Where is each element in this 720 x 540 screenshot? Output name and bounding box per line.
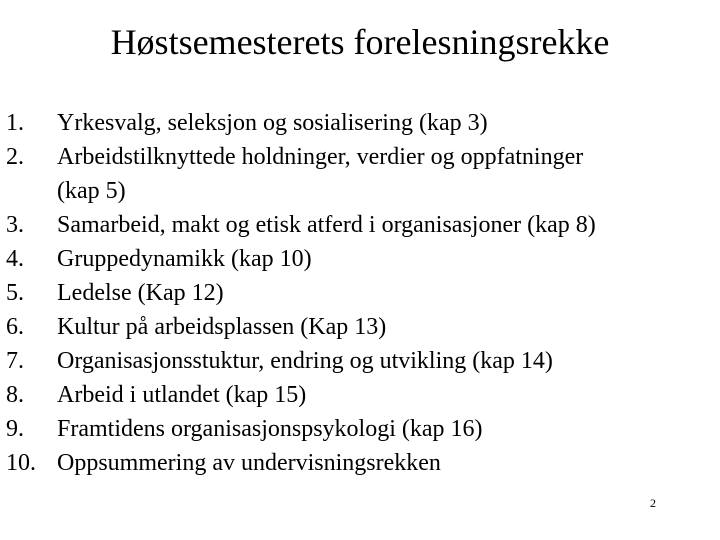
list-item-text [57, 208, 706, 242]
list-item-line: Organisasjonsstuktur, endring og utvikling (kap 14) [57, 348, 553, 374]
list-item [6, 242, 706, 276]
list-item-line: Framtidens organisasjonspsykologi (kap 16) [57, 416, 483, 442]
list-item-number: 1. [6, 110, 24, 136]
list-item [6, 344, 706, 378]
list-item-number: 7. [6, 348, 24, 374]
list-item-number: 2. [6, 144, 24, 170]
list-item-line: Arbeidstilknyttede holdninger, verdier og oppfatninger [57, 144, 584, 170]
list-item-line: Arbeid i utlandet (kap 15) [57, 382, 307, 408]
list-item [6, 276, 706, 310]
list-item-line: Yrkesvalg, seleksjon og sosialisering (kap 3) [57, 110, 488, 136]
list-item-number: 10. [6, 450, 36, 476]
list-item-text [57, 446, 706, 480]
list-item-number: 3. [6, 212, 24, 238]
list-item [6, 310, 706, 344]
list-item [6, 140, 706, 208]
list-item-number: 4. [6, 246, 24, 272]
list-item-text [57, 242, 706, 276]
list-item-text [57, 344, 706, 378]
list-item-number: 5. [6, 280, 24, 306]
list-item-line: Oppsummering av undervisningsrekken [57, 450, 441, 476]
lecture-list [6, 106, 706, 480]
list-item [6, 446, 706, 480]
list-item-line: Ledelse (Kap 12) [57, 280, 224, 306]
list-item [6, 208, 706, 242]
list-item-text [57, 276, 706, 310]
list-item-line: (kap 5) [57, 178, 126, 204]
list-item-text [57, 412, 706, 446]
list-item-line: Samarbeid, makt og etisk atferd i organisasjoner (kap 8) [57, 212, 596, 238]
list-item-number: 9. [6, 416, 24, 442]
list-item-number: 6. [6, 314, 24, 340]
slide-title: Høstsemesterets forelesningsrekke [110, 22, 610, 62]
list-item-line: Kultur på arbeidsplassen (Kap 13) [57, 314, 387, 340]
list-item-number: 8. [6, 382, 24, 408]
list-item-text [57, 378, 706, 412]
page-number: 2 [650, 496, 656, 510]
list-item-text [57, 310, 706, 344]
list-item [6, 378, 706, 412]
list-item-text [57, 106, 706, 140]
list-item [6, 106, 706, 140]
list-item-line: Gruppedynamikk (kap 10) [57, 246, 312, 272]
list-item-text [57, 140, 706, 208]
list-item [6, 412, 706, 446]
